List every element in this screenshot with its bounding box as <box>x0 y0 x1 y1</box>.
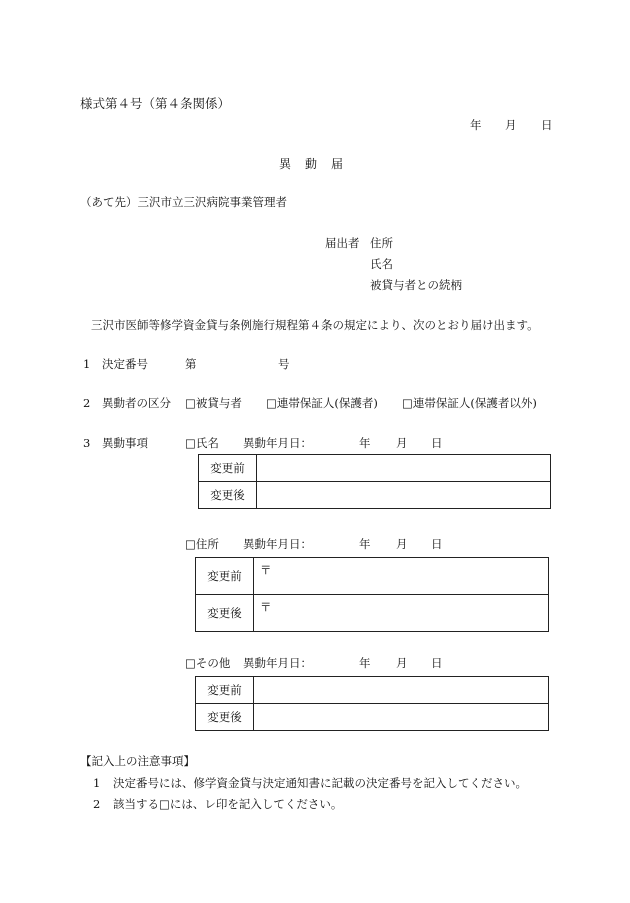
address-after-field[interactable]: 〒 <box>254 595 549 632</box>
document-title: 異 動 届 <box>279 157 345 171</box>
change-date-year: 年 <box>359 656 371 670</box>
after-label: 変更後 <box>199 482 257 509</box>
applicant-role: 届出者 <box>325 236 360 250</box>
change-date-day: 日 <box>431 656 443 670</box>
change-table-name <box>198 454 551 509</box>
other-after-field[interactable] <box>254 704 549 731</box>
item1-suffix: 号 <box>278 357 290 371</box>
change-address-checkbox[interactable]: □住所 <box>185 537 219 551</box>
option-guarantor-guardian-checkbox[interactable]: □連帯保証人(保護者) <box>266 396 378 410</box>
item1-num: 1 <box>83 357 91 371</box>
item2-num: 2 <box>83 396 91 410</box>
applicant-address-label: 住所 <box>370 236 393 250</box>
change-name-checkbox[interactable]: □氏名 <box>185 436 219 450</box>
change-date-month: 月 <box>396 537 408 551</box>
option-borrower-checkbox[interactable]: □被貸与者 <box>185 396 242 410</box>
change-date-label: 異動年月日： <box>243 537 312 551</box>
other-before-field[interactable] <box>254 677 549 704</box>
item1-prefix: 第 <box>185 357 197 371</box>
change-date-month: 月 <box>396 656 408 670</box>
change-date-year: 年 <box>359 436 371 450</box>
after-label: 変更後 <box>196 595 254 632</box>
after-label: 変更後 <box>196 704 254 731</box>
change-date-month: 月 <box>396 436 408 450</box>
date-day: 日 <box>541 118 553 132</box>
applicant-relation-label: 被貸与者との続柄 <box>370 278 462 292</box>
addressee: （あて先）三沢市立三沢病院事業管理者 <box>80 195 287 209</box>
before-label: 変更前 <box>199 455 257 482</box>
statement: 三沢市医師等修学資金貸与条例施行規程第４条の規定により、次のとおり届け出ます。 <box>91 318 539 332</box>
date-month: 月 <box>505 118 517 132</box>
change-date-label: 異動年月日： <box>243 436 312 450</box>
change-date-day: 日 <box>431 436 443 450</box>
note-2-num: 2 <box>93 797 101 811</box>
change-date-day: 日 <box>431 537 443 551</box>
option-guarantor-other-checkbox[interactable]: □連帯保証人(保護者以外) <box>402 396 537 410</box>
item3-num: 3 <box>83 436 91 450</box>
applicant-name-label: 氏名 <box>370 257 393 271</box>
note-2-text: 該当する□には、レ印を記入してください。 <box>113 797 343 811</box>
change-table-address <box>195 557 549 632</box>
address-before-field[interactable]: 〒 <box>254 558 549 595</box>
change-date-year: 年 <box>359 537 371 551</box>
change-other-checkbox[interactable]: □その他 <box>185 656 231 670</box>
notes-heading: 【記入上の注意事項】 <box>80 754 195 768</box>
form-id: 様式第４号（第４条関係） <box>80 96 231 111</box>
note-1-num: 1 <box>93 776 101 790</box>
name-before-field[interactable] <box>257 455 551 482</box>
before-label: 変更前 <box>196 677 254 704</box>
item3-label: 異動事項 <box>102 436 148 450</box>
item1-label: 決定番号 <box>102 357 148 371</box>
change-date-label: 異動年月日： <box>243 656 312 670</box>
note-1-text: 決定番号には、修学資金貸与決定通知書に記載の決定番号を記入してください。 <box>113 776 527 790</box>
change-table-other <box>195 676 549 731</box>
name-after-field[interactable] <box>257 482 551 509</box>
before-label: 変更前 <box>196 558 254 595</box>
item2-label: 異動者の区分 <box>102 396 171 410</box>
date-year: 年 <box>470 118 482 132</box>
